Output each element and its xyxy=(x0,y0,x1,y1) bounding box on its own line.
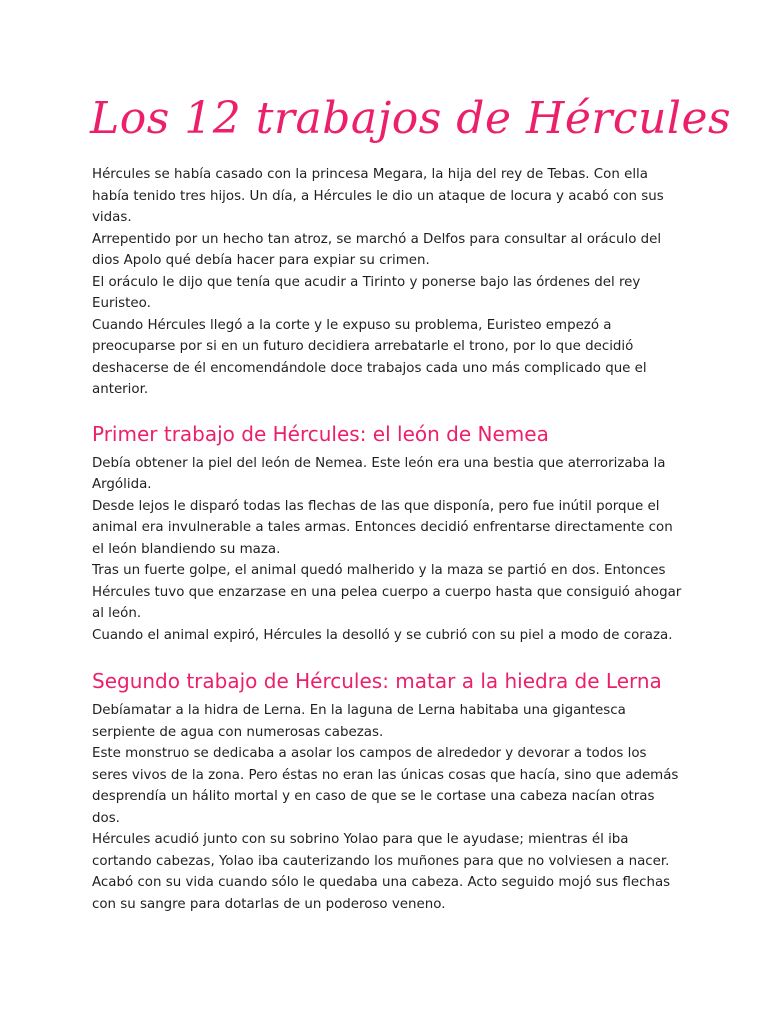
section-paragraph: Este monstruo se dedicaba a asolar los campos de alrededor y devorar a todos los seres vivos de la zona. Pero éstas no eran las únicas cosas que hacía, sino que además desprendía un hálito mortal y en caso de que se le cortase una cabeza nacían otras dos. xyxy=(92,746,679,826)
section-paragraph: Debía obtener la piel del león de Nemea. Este león era una bestia que aterrorizaba la Argólida. xyxy=(92,455,666,492)
intro-paragraph: Cuando Hércules llegó a la corte y le expuso su problema, Euristeo empezó a preocuparse por si en un futuro decidiera arrebatarle el trono, por lo que decidió deshacerse de él encomendándole doce trabajos cada uno más complicado que el anterior. xyxy=(92,317,647,397)
section-body-lerna xyxy=(92,700,684,915)
section-heading-nemea: Primer trabajo de Hércules: el león de Nemea xyxy=(92,421,549,446)
section-paragraph: Tras un fuerte golpe, el animal quedó malherido y la maza se partió en dos. Entonces Hércules tuvo que enzarzase en una pelea cuerpo a cuerpo hasta que consiguió ahogar al león. xyxy=(92,563,682,621)
section-heading-lerna: Segundo trabajo de Hércules: matar a la hiedra de Lerna xyxy=(92,669,662,693)
intro-paragraph: Hércules se había casado con la princesa Megara, la hija del rey de Tebas. Con ella había tenido tres hijos. Un día, a Hércules le dio un ataque de locura y acabó con sus vidas. xyxy=(92,167,664,225)
section-body-nemea xyxy=(92,453,684,647)
section-paragraph: Debíamatar a la hidra de Lerna. En la laguna de Lerna habitaba una gigantesca serpiente de agua con numerosas cabezas. xyxy=(92,703,626,740)
document-title: Los 12 trabajos de Hércules xyxy=(90,93,732,144)
section-paragraph: Hércules acudió junto con su sobrino Yolao para que le ayudase; mientras él iba cortando cabezas, Yolao iba cauterizando los muñones para que no volviesen a nacer. xyxy=(92,832,670,869)
section-paragraph: Acabó con su vida cuando sólo le quedaba una cabeza. Acto seguido mojó sus flechas con su sangre para dotarlas de un poderoso veneno. xyxy=(92,875,671,912)
intro-paragraph: El oráculo le dijo que tenía que acudir a Tirinto y ponerse bajo las órdenes del rey Euristeo. xyxy=(92,274,641,311)
section-paragraph: Desde lejos le disparó todas las flechas de las que disponía, pero fue inútil porque el animal era invulnerable a tales armas. Entonces decidió enfrentarse directamente con el león blandiendo su maza. xyxy=(92,498,673,557)
intro-section xyxy=(92,164,684,401)
intro-paragraph: Arrepentido por un hecho tan atroz, se marchó a Delfos para consultar al oráculo del dios Apolo qué debía hacer para expiar su crimen. xyxy=(92,231,662,268)
document-page xyxy=(90,88,732,915)
section-paragraph: Cuando el animal expiró, Hércules la desolló y se cubrió con su piel a modo de coraza. xyxy=(92,627,673,643)
